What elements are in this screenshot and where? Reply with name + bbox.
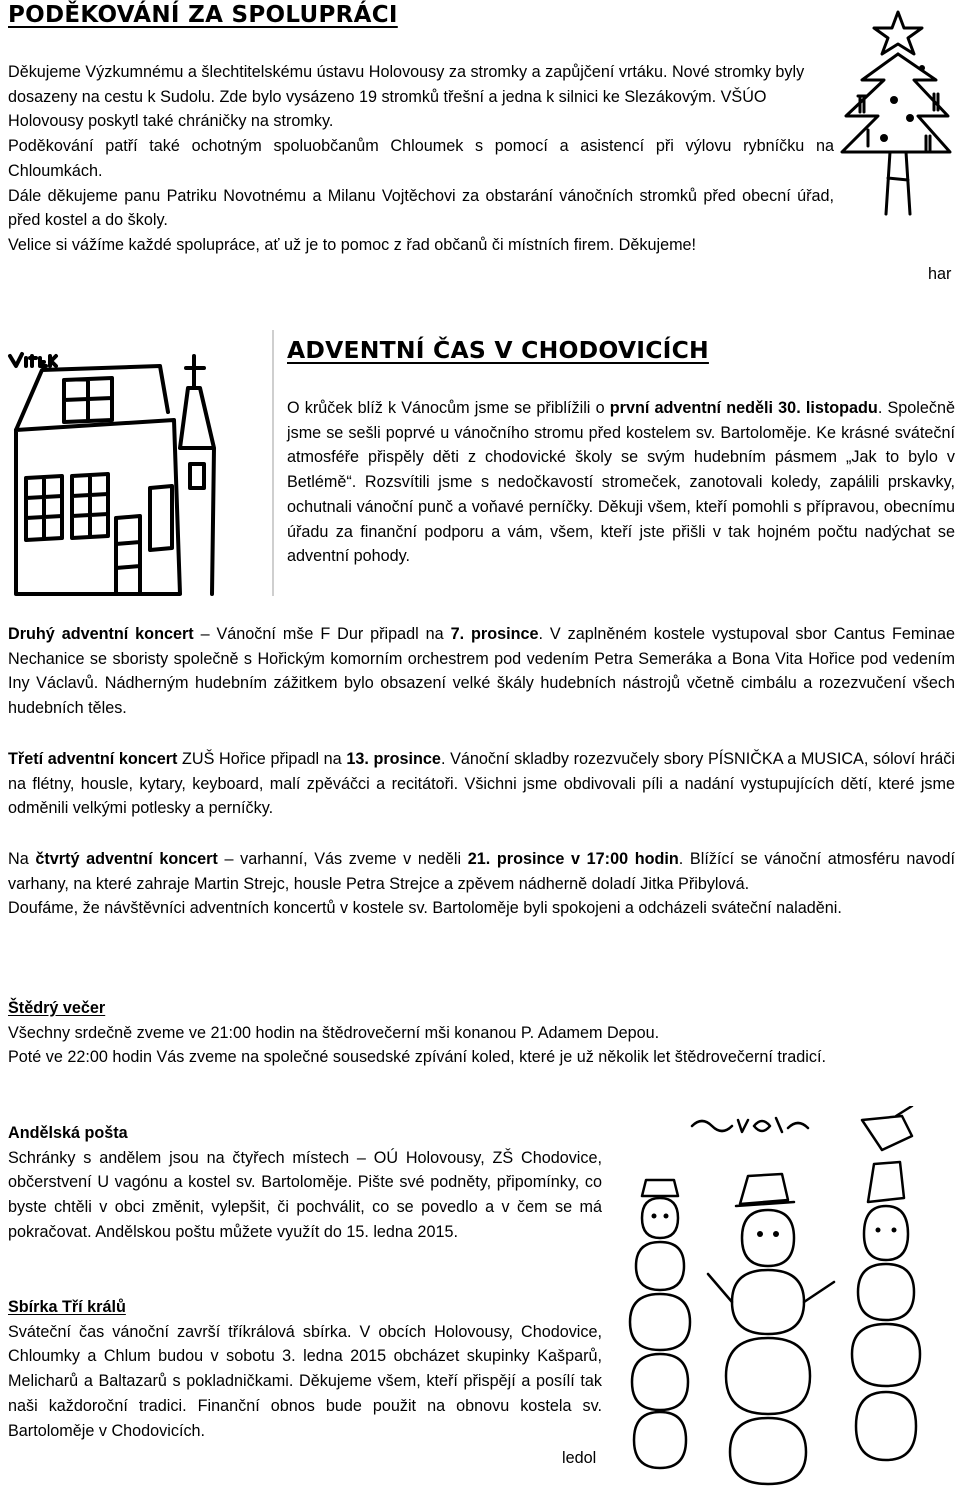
- concert-4-paragraph: [8, 847, 955, 921]
- thanks-section: [8, 60, 834, 258]
- concert-4-text-b: – varhanní, Vás zveme v neděli: [217, 850, 468, 868]
- thanks-paragraph-3: Dále děkujeme panu Patriku Novotnému a Milanu Vojtěchovi za obstarání vánočních stromků před obecní úřad, před kostel a do školy.: [8, 186, 834, 230]
- concert-4-text-c: . Blížící se vánoční atmosféru navodí varhany, na které zahraje Martin Strejc, housle Petra Strejce a zpěvem nádherně doladí Jitka Přibylová.: [8, 850, 955, 893]
- advent-intro-text-b: . Společně jsme se sešli poprvé u vánočního stromu před kostelem sv. Bartoloměje. Ke krásné sváteční atmosféře přispěly děti z chodovické školy se svým hudebním pásmem „Jak to bylo v Betlémě“. Rozsvítili jsme s nedočkavostí stromeček, zanotovali koledy, zapálili prskavky, ochutnali vánoční punč a voňavé perníčky. Děkuji všem, kteří pomohli s přípravou, obecnímu úřadu za finanční podporu a vám, všem, kteří jste přišli v tak hojném počtu nadýchat se adventní pohody.: [287, 399, 955, 566]
- angel-post-paragraph: Schránky s andělem jsou na čtyřech místech – OÚ Holovousy, ZŠ Chodovice, občerstvení U vagónu a kostel sv. Bartoloměje. Pište své podněty, připomínky, co byste chtěli v obci změnit, vylepšit, či pochválit, co se povedlo a v čem se má pokračovat. Andělskou poštu můžete využít do 15. ledna 2015.: [8, 1148, 602, 1241]
- concert-3-paragraph: [8, 747, 955, 821]
- section-divider: [272, 330, 274, 596]
- christmas-eve-title: Štědrý večer: [8, 999, 106, 1017]
- angel-post-title: Andělská pošta: [8, 1124, 128, 1142]
- concert-2-lead: Druhý adventní koncert: [8, 625, 194, 643]
- concert-2-date: 7. prosince: [450, 625, 539, 643]
- angel-post-section: [8, 1121, 602, 1245]
- snowmen-drawing: [612, 1106, 958, 1490]
- thanks-signature: har: [928, 265, 952, 283]
- thanks-paragraph-1: Děkujeme Výzkumnému a šlechtitelskému ústavu Holovousy za stromky a zapůjčení vrtáku. Nové stromky byly dosazeny na cestu k Sudolu. Zde bylo vysázeno 19 stromků třešní a jedna k silnici ke Slezákovým. VŠÚO Holovousy poskytl také chráničky na stromky.: [8, 63, 805, 131]
- church-drawing: [4, 348, 266, 598]
- advent-intro: [287, 396, 955, 569]
- thanks-paragraph-2: Poděkování patří také ochotným spoluobčanům Chloumek s pomocí a asistencí při výlovu rybníčku na Chloumkách.: [8, 137, 834, 180]
- concert-2-text-b: . V zaplněném kostele vystupoval sbor Cantus Feminae Nechanice se sboristy společně s Hořickým komorním orchestrem pod vedením Petra Semeráka a Bona Vita Hořice pod vedením Iny Václavů. Nádherným hudebním zážitkem bylo obsazení velké škály hudebních nástrojů včetně cimbálu a rozezvučení všech hudebních těles.: [8, 625, 955, 718]
- concert-4-text-a: Na: [8, 850, 36, 868]
- concert-3-text-a: ZUŠ Hořice připadl na: [177, 750, 347, 768]
- christmas-tree-drawing: [838, 8, 956, 218]
- concert-4-paragraph-2: Doufáme, že návštěvníci adventních koncertů v kostele sv. Bartoloměje byli spokojeni a odcházeli sváteční naladěni.: [8, 899, 842, 918]
- concert-4-date: 21. prosince v 17:00 hodin: [467, 850, 679, 868]
- three-kings-signature: ledol: [562, 1449, 597, 1467]
- concert-3-text-b: . Vánoční skladby rozezvučely sbory PÍSNIČKA a MUSICA, sóloví hráči na flétny, housle, kytary, keyboard, malí zpěváčci a recitátoři. Všichni jsme obdivovali píli a nadání vystupujících dětí, které jsme odměnili velkými potlesky a perníčky.: [8, 750, 955, 818]
- christmas-eve-section: [8, 996, 955, 1070]
- concert-4-lead: čtvrtý adventní koncert: [35, 850, 218, 868]
- concert-3-lead: Třetí adventní koncert: [8, 750, 178, 768]
- advent-first-sunday-date: první adventní neděli 30. listopadu: [609, 399, 878, 417]
- advent-title: ADVENTNÍ ČAS V CHODOVICÍCH: [287, 336, 709, 364]
- concert-2-text-a: – Vánoční mše F Dur připadl na: [193, 625, 451, 643]
- thanks-title: PODĚKOVÁNÍ ZA SPOLUPRÁCI: [8, 2, 398, 28]
- three-kings-paragraph: Sváteční čas vánoční završí tříkrálová sbírka. V obcích Holovousy, Chodovice, Chloumky a Chlum budou v sobotu 3. ledna 2015 obcházet skupinky Kašparů, Melicharů a Baltazarů s pokladničkami. Děkujeme všem, kteří přispějí a posílí tak naši každoroční tradici. Finanční obnos bude použit na obnovu kostela sv. Bartoloměje v Chodovicích.: [8, 1322, 602, 1440]
- three-kings-section: [8, 1295, 602, 1443]
- christmas-eve-paragraph-1: Všechny srdečně zveme ve 21:00 hodin na štědrovečerní mši konanou P. Adamem Depou.: [8, 1023, 660, 1042]
- christmas-eve-paragraph-2: Poté ve 22:00 hodin Vás zveme na společné sousedské zpívání koled, které je už několik let štědrovečerní tradicí.: [8, 1048, 826, 1067]
- three-kings-title: Sbírka Tří králů: [8, 1298, 126, 1316]
- advent-intro-text-a: O krůček blíž k Vánocům jsme se přiblížili o: [287, 399, 610, 417]
- concert-2-paragraph: [8, 622, 955, 721]
- thanks-paragraph-4: Velice si vážíme každé spolupráce, ať už je to pomoc z řad občanů či místních firem. Děkujeme!: [8, 235, 697, 254]
- concert-3-date: 13. prosince: [346, 750, 441, 768]
